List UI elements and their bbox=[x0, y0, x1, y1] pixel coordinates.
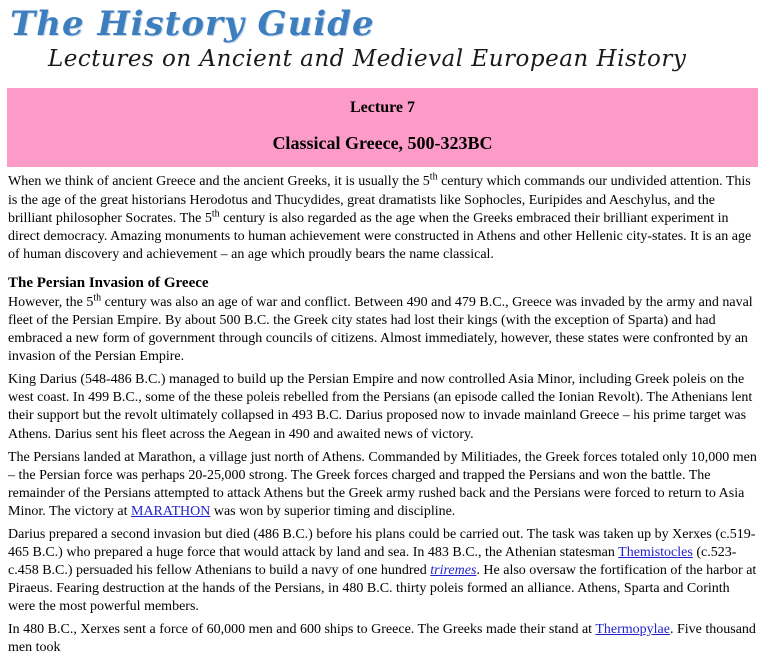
intro-paragraph: When we think of ancient Greece and the ancient Greeks, it is usually the 5th century which commands our undivided attention. This is the age of the great historians Herodotus and Thucydides, great dramatists like Sophocles, Euripides and Aeschylus, and the brilliant philosopher Socrates. The 5th century is also regarded as the age when the Greeks embraced their brilliant experiment in direct democracy. Amazing monuments to human achievement were constructed in Athens and other Hellenic city-states. It is an age of human discovery and achievement – an age which proudly bears the name classical. bbox=[8, 171, 752, 262]
lecture-banner bbox=[7, 88, 758, 168]
paragraph-war-and-conflict: However, the 5th century was also an age of war and conflict. Between 490 and 479 B.C., Greece was invaded by the army and naval fleet of the Persian Empire. By about 500 B.C. the Greek city states had lost their kings (with the exception of Sparta) and had embraced a new form of government through councils of citizens. Almost immediately, however, these states were confronted by an invasion of the Persian Empire. bbox=[8, 292, 753, 365]
link-triremes[interactable]: triremes bbox=[430, 562, 477, 578]
article-body bbox=[0, 167, 767, 657]
paragraph-king-darius: King Darius (548-486 B.C.) managed to build up the Persian Empire and now controlled Asia Minor, including Greek poleis on the west coast. In 499 B.C., some of the these poleis rebelled from the Persians (an episode called the Ionian Revolt). The Athenians lent their support but the revolt ultimately collapsed in 493 B.C. Darius proposed now to invade mainland Greece – his prime target was Athens. Darius sent his fleet across the Aegean in 490 and awaited news of victory. bbox=[8, 372, 753, 442]
paragraph-marathon: The Persians landed at Marathon, a village just north of Athens. Commanded by Militiades, the Greek forces totaled only 10,000 men – the Persian force was perhaps 20-25,000 strong. The Greek forces charged and trapped the Persians and won the battle. The remainder of the Persians attempted to attack Athens but the Greek army rushed back and the Persians were forced to return to Asia Minor. The victory at MARATHON was won by superior timing and discipline. bbox=[8, 449, 757, 519]
section-heading-persian-invasion: The Persian Invasion of Greece bbox=[8, 274, 209, 291]
paragraph-thermopylae: In 480 B.C., Xerxes sent a force of 60,000 men and 600 ships to Greece. The Greeks made their stand at Thermopylae. Five thousand men took bbox=[8, 622, 756, 656]
masthead bbox=[0, 0, 767, 75]
superscript: th bbox=[429, 171, 438, 183]
lecture-title: Classical Greece, 500-323BC bbox=[272, 132, 493, 153]
site-title: The History Guide bbox=[10, 4, 375, 44]
superscript: th bbox=[93, 292, 102, 304]
superscript: th bbox=[211, 207, 220, 219]
lecture-number: Lecture 7 bbox=[349, 98, 415, 116]
site-subtitle: Lectures on Ancient and Medieval European History bbox=[48, 45, 687, 72]
paragraph-second-invasion: Darius prepared a second invasion but died (486 B.C.) before his plans could be carried out. The task was taken up by Xerxes (c.519-465 B.C.) who prepared a huge force that would attack by land and sea. In 483 B.C., the Athenian statesman Themistocles (c.523-c.458 B.C.) persuaded his fellow Athenians to build a navy of one hundred triremes. He also oversaw the fortification of the harbor at Piraeus. Fearing destruction at the hands of the Persians, in 480 B.C. thirty poleis formed an alliance. Athens, Sparta and Corinth were the most powerful members. bbox=[8, 526, 757, 614]
link-thermopylae[interactable]: Thermopylae bbox=[595, 622, 670, 637]
link-marathon[interactable]: MARATHON bbox=[131, 503, 211, 519]
link-themistocles[interactable]: Themistocles bbox=[618, 544, 693, 560]
